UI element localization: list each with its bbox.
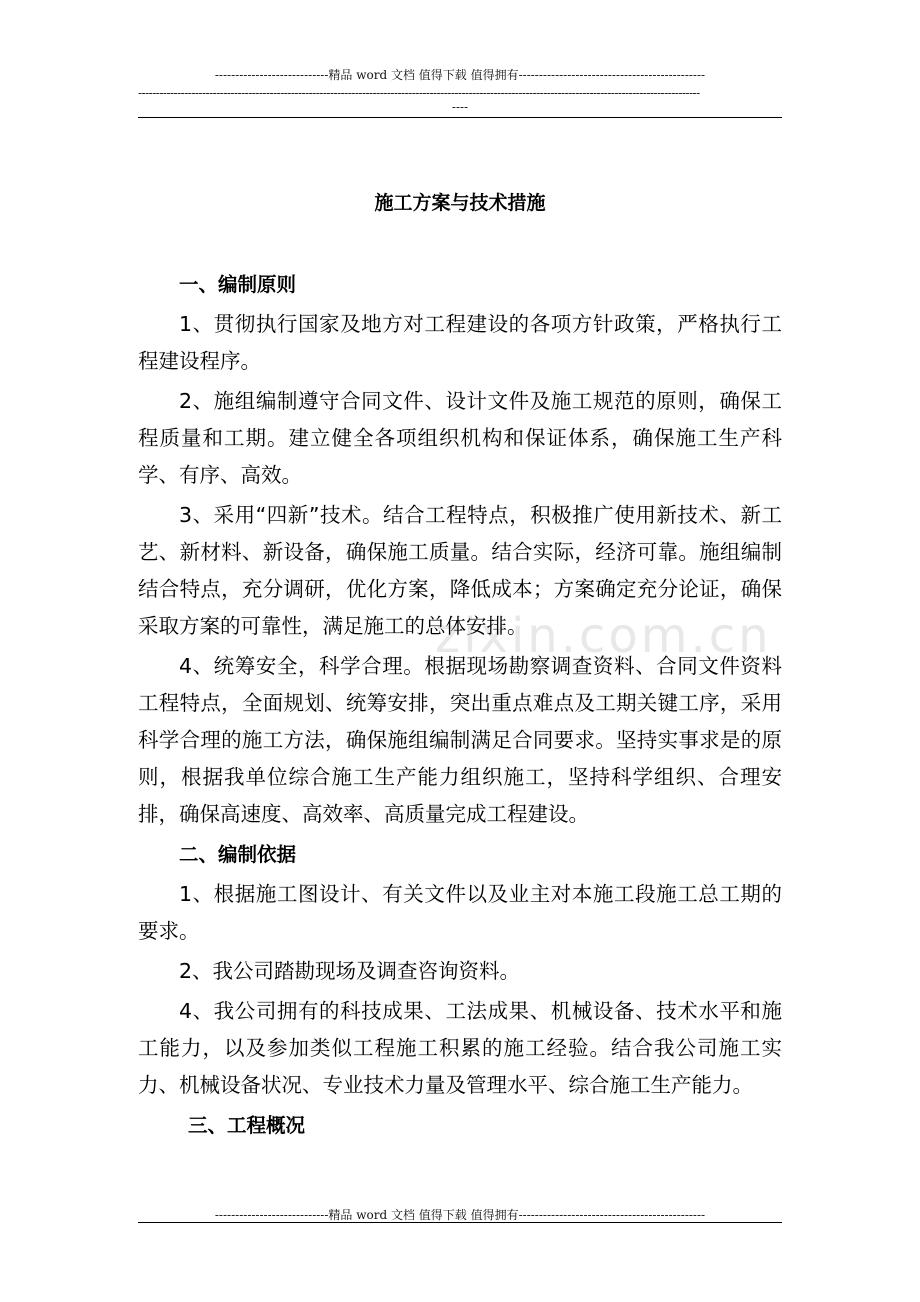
- footer-banner: ----------------------------精品 word 文档 值得下载 值得拥有----------------------------------------------: [214, 1208, 706, 1222]
- paragraph: 4、统筹安全，科学合理。根据现场勘察调查资料、合同文件资料工程特点，全面规划、统筹安排，突出重点难点及工期关键工序，采用科学合理的施工方法，确保施组编制满足合同要求。坚持实事求是的原则，根据我单位综合施工生产能力组织施工，坚持科学组织、合理安排，确保高速度、高效率、高质量完成工程建设。: [138, 654, 782, 826]
- paragraph: 2、施组编制遵守合同文件、设计文件及施工规范的原则，确保工程质量和工期。建立健全各项组织机构和保证体系，确保施工生产科学、有序、高效。: [138, 389, 782, 487]
- footer-rule: [138, 1222, 782, 1223]
- paragraph: 1、贯彻执行国家及地方对工程建设的各项方针政策，严格执行工程建设程序。: [138, 312, 782, 373]
- header-dash-line: --------------------------------------------------------------------------------------------------------------------------------------------------------------: [138, 86, 700, 100]
- document-title: 施工方案与技术措施: [374, 192, 546, 214]
- header-dash-tail: ----: [451, 100, 469, 114]
- section-heading-overview: 三、工程概况: [188, 1114, 306, 1137]
- paragraph: 4、我公司拥有的科技成果、工法成果、机械设备、技术水平和施工能力，以及参加类似工程施工积累的施工经验。结合我公司施工实力、机械设备状况、专业技术力量及管理水平、综合施工生产能力。: [138, 999, 782, 1097]
- header-rule: [138, 117, 782, 118]
- section-heading-basis: 二、编制依据: [179, 843, 297, 866]
- header-banner: ----------------------------精品 word 文档 值得下载 值得拥有----------------------------------------------: [214, 68, 706, 82]
- watermark-text: zixin.com.cn: [435, 608, 772, 664]
- paragraph: 2、我公司踏勘现场及调查咨询资料。: [179, 959, 521, 983]
- paragraph: 3、采用“四新”技术。结合工程特点，积极推广使用新技术、新工艺、新材料、新设备，确保施工质量。结合实际，经济可靠。施组编制结合特点，充分调研，优化方案，降低成本；方案确定充分论证，确保采取方案的可靠性，满足施工的总体安排。: [138, 503, 782, 638]
- document-body: [138, 266, 782, 1144]
- paragraph: 1、根据施工图设计、有关文件以及业主对本施工段施工总工期的要求。: [138, 882, 782, 943]
- section-heading-principles: 一、编制原则: [179, 273, 297, 296]
